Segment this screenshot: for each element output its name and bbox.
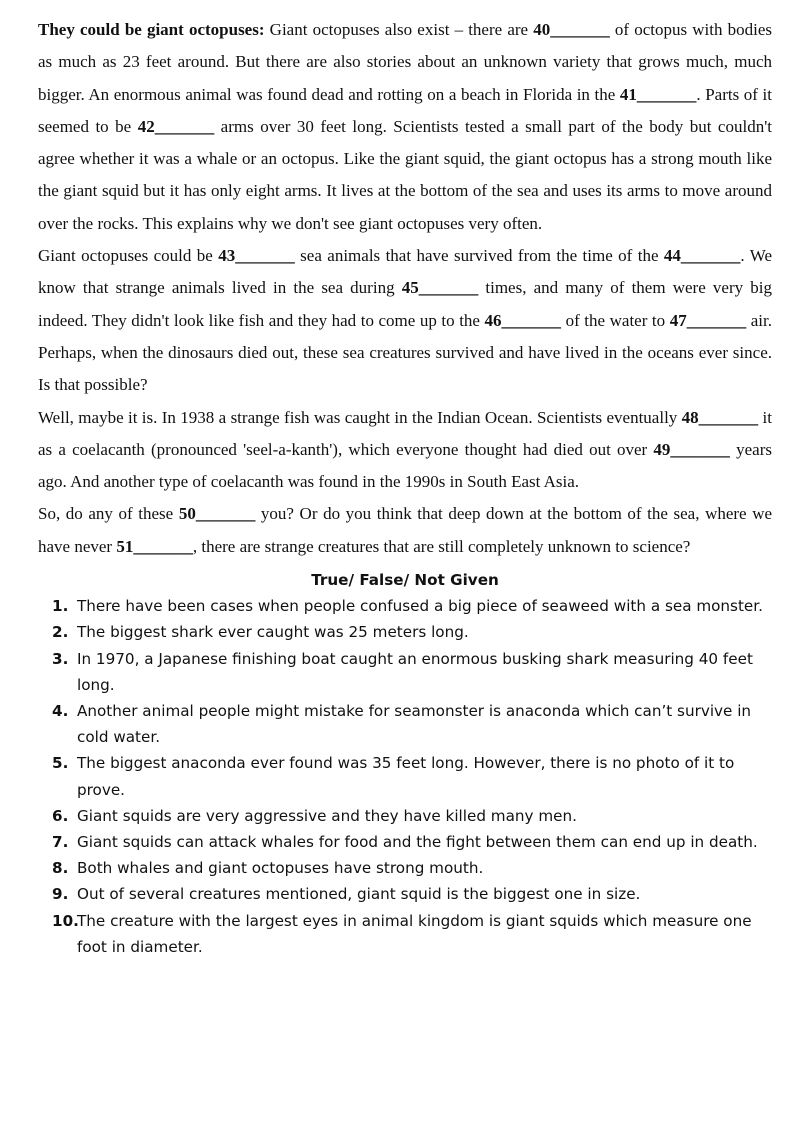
passage-text: . We know that strange animals lived in the sea during <box>38 246 772 298</box>
quiz-statement <box>38 881 772 907</box>
passage-text: of the water to <box>561 310 670 330</box>
passage-text: , there are strange creatures that are still completely unknown to science? <box>192 536 691 556</box>
quiz-statement <box>38 908 772 960</box>
quiz-statement <box>38 593 772 619</box>
passage-text: of octopus with bodies as much as 23 feet around. But there are also stories about an unknown variety that grows much, much bigger. An enormous animal was found dead and rotting on a beach in Florida in the <box>38 20 772 104</box>
blank-46: 46_______ <box>484 310 562 330</box>
passage-text: arms over 30 feet long. Scientists tested a small part of the body but couldn't agree whether it was a whale or an octopus. Like the giant squid, the giant octopus has a strong mouth like the giant squid but it has only eight arms. It lives at the bottom of the sea and uses its arms to move around over the rocks. This explains why we don't see giant octopuses very often. <box>38 116 772 233</box>
paragraph-giant-octopuses <box>38 14 772 240</box>
statement-number: 9. <box>52 885 69 904</box>
statement-text: In 1970, a Japanese finishing boat caught an enormous busking shark measuring 40 feet long. <box>77 649 753 694</box>
statement-text: Both whales and giant octopuses have strong mouth. <box>77 859 484 878</box>
quiz-statement <box>38 829 772 855</box>
passage-text: sea animals that have survived from the time of the <box>294 246 664 266</box>
blank-49: 49_______ <box>653 439 730 459</box>
blank-48: 48_______ <box>681 407 759 427</box>
passage-text: years ago. And another type of coelacanth was found in the 1990s in South East Asia. <box>38 439 772 492</box>
statement-text: Another animal people might mistake for seamonster is anaconda which can’t survive in cold water. <box>77 702 752 747</box>
statement-text: Out of several creatures mentioned, giant squid is the biggest one in size. <box>77 885 641 904</box>
quiz-statement <box>38 803 772 829</box>
statement-number: 1. <box>52 597 69 616</box>
blank-47: 47_______ <box>669 310 747 330</box>
quiz-statement <box>38 698 772 750</box>
passage-text: times, and many of them were very big indeed. They didn't look like fish and they had to come up to the <box>38 278 772 330</box>
statement-number: 6. <box>52 806 69 825</box>
reading-passage <box>38 14 772 563</box>
quiz-statement <box>38 646 772 698</box>
statement-text: The biggest anaconda ever found was 35 feet long. However, there is no photo of it to prove. <box>77 754 735 799</box>
statement-number: 7. <box>52 833 69 852</box>
passage-text: it as a coelacanth (pronounced 'seel-a-kanth'), which everyone thought had died out over <box>38 407 772 459</box>
passage-text: So, do any of these <box>38 504 179 524</box>
passage-text: Giant octopuses also exist – there are <box>264 20 534 39</box>
quiz-statement <box>38 619 772 645</box>
statement-text: The biggest shark ever caught was 25 meters long. <box>77 623 469 642</box>
statement-number: 3. <box>52 649 69 668</box>
passage-text: . Parts of it seemed to be <box>38 84 772 136</box>
passage-text: Well, maybe it is. In 1938 a strange fish was caught in the Indian Ocean. Scientists eventually <box>38 407 682 427</box>
statement-number: 5. <box>52 754 69 773</box>
passage-text: you? Or do you think that deep down at the bottom of the sea, where we have never <box>38 504 773 556</box>
statement-number: 8. <box>52 859 69 878</box>
passage-text: Giant octopuses could be <box>38 246 219 266</box>
statement-text: The creature with the largest eyes in animal kingdom is giant squids which measure one foot in diameter. <box>77 911 752 956</box>
blank-44: 44_______ <box>663 246 741 266</box>
statement-number: 4. <box>52 702 69 721</box>
paragraph-prehistoric-survivors <box>38 240 772 401</box>
quiz-statement <box>38 855 772 881</box>
statement-number: 2. <box>52 623 69 642</box>
blank-43: 43_______ <box>218 246 295 266</box>
blank-51: 51_______ <box>116 536 193 556</box>
statement-text: There have been cases when people confused a big piece of seaweed with a sea monster. <box>77 597 763 616</box>
blank-41: 41_______ <box>619 84 697 104</box>
quiz-title: True/ False/ Not Given <box>311 571 499 590</box>
blank-40: 40_______ <box>533 20 610 39</box>
blank-42: 42_______ <box>137 116 215 136</box>
quiz-statement-list <box>38 593 772 960</box>
paragraph-coelacanth <box>38 402 772 499</box>
quiz-statement <box>38 750 772 802</box>
statement-text: Giant squids are very aggressive and they have killed many men. <box>77 806 577 825</box>
blank-45: 45_______ <box>401 278 479 298</box>
statement-number: 10. <box>52 911 79 930</box>
paragraph-conclusion <box>38 498 772 563</box>
true-false-quiz <box>38 567 772 960</box>
statement-text: Giant squids can attack whales for food and the fight between them can end up in death. <box>77 833 758 852</box>
passage-text: air. Perhaps, when the dinosaurs died out, these sea creatures survived and have lived in the oceans ever since. Is that possible? <box>38 310 772 395</box>
paragraph-heading: They could be giant octopuses: <box>38 20 265 39</box>
blank-50: 50_______ <box>178 504 256 524</box>
document-page <box>38 14 772 960</box>
